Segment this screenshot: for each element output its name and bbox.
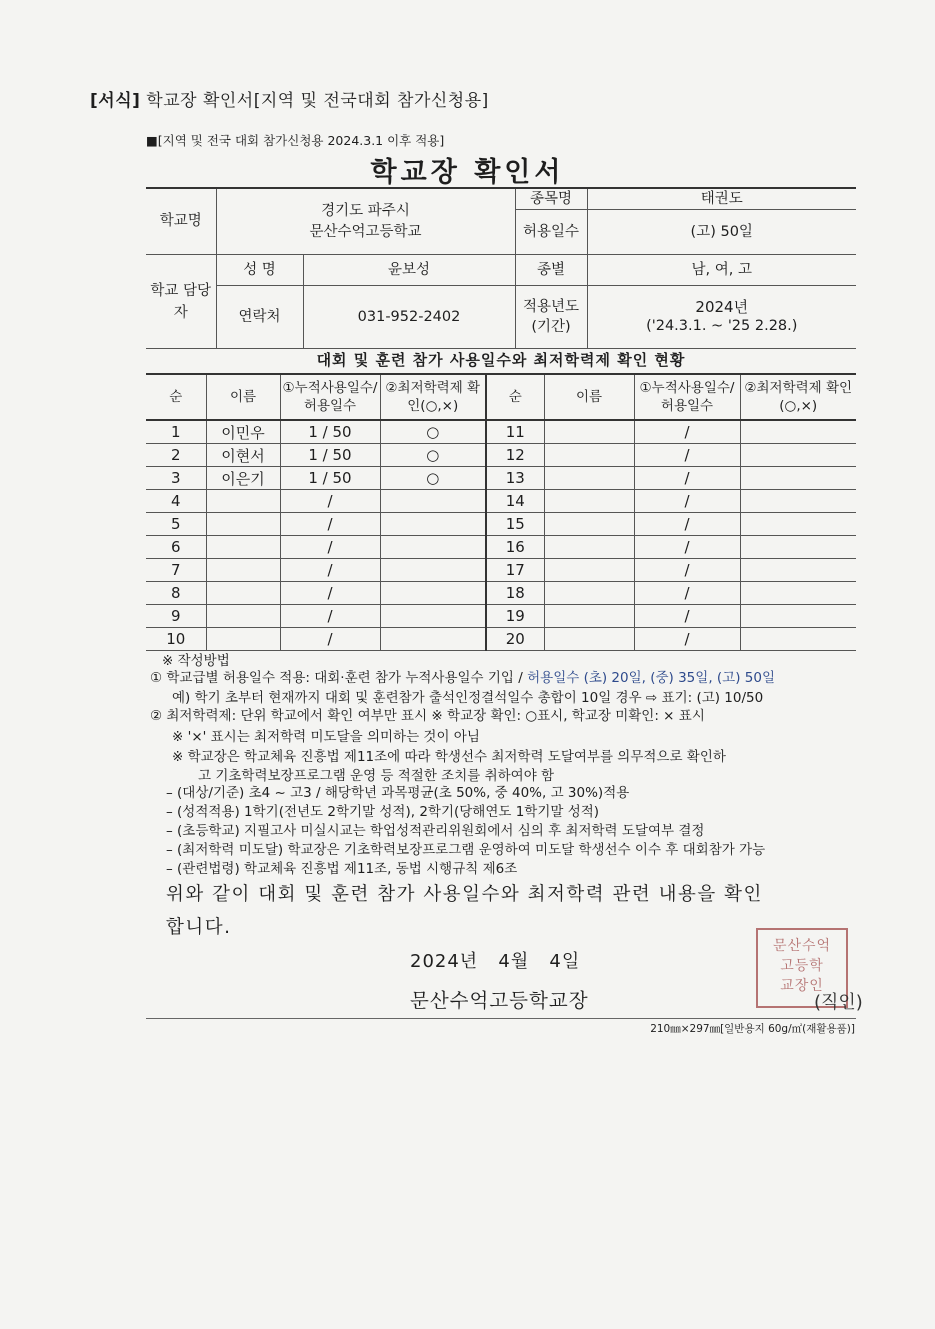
row-no-right: 15 xyxy=(486,513,544,536)
row-name xyxy=(206,536,280,559)
row-no-right: 13 xyxy=(486,467,544,490)
row-days-right: / xyxy=(634,467,740,490)
row-no: 8 xyxy=(146,582,206,605)
row-name-right xyxy=(544,536,634,559)
row-check xyxy=(380,582,486,605)
row-check-right xyxy=(740,420,856,444)
issue-date: 2024년 4월 4일 xyxy=(410,951,581,972)
detail-3: – (초등학교) 지필고사 미실시교는 학업성적관리위원회에서 심의 후 최저학력 도달여부 결정 xyxy=(166,823,705,839)
table-row xyxy=(146,467,856,490)
category-label: 종별 xyxy=(515,255,587,286)
period-value xyxy=(587,286,856,349)
school-name xyxy=(216,188,515,255)
row-name-right xyxy=(544,444,634,467)
roster-body xyxy=(146,420,856,651)
period-label: 적용년도 (기간) xyxy=(515,286,587,349)
row-check: ○ xyxy=(380,467,486,490)
row-name xyxy=(206,513,280,536)
event-value: 태권도 xyxy=(587,188,856,210)
category-value: 남, 여, 고 xyxy=(587,255,856,286)
note-1-example: 예) 학기 초부터 현재까지 대회 및 훈련참가 출석인정결석일수 총합이 10일 경우 ⇨ 표기: (고) 10/50 xyxy=(172,690,764,706)
roster-table xyxy=(146,373,856,651)
row-days-right: / xyxy=(634,536,740,559)
table-row xyxy=(146,536,856,559)
row-no-right: 19 xyxy=(486,605,544,628)
period-year: 2024년 xyxy=(695,298,749,316)
detail-5: – (관련법령) 학교체육 진흥법 제11조, 동법 시행규칙 제6조 xyxy=(166,861,518,877)
row-days: 1 / 50 xyxy=(280,467,380,490)
row-no: 6 xyxy=(146,536,206,559)
row-check: ○ xyxy=(380,444,486,467)
note-1-allowed-days: 허용일수 (초) 20일, (중) 35일, (고) 50일 xyxy=(527,670,775,686)
official-seal-stamp: 문산수억 고등학 교장인 xyxy=(756,928,848,1008)
row-days-right: / xyxy=(634,420,740,444)
table-row xyxy=(146,605,856,628)
row-no-right: 16 xyxy=(486,536,544,559)
allowed-days-label: 허용일수 xyxy=(515,210,587,255)
header-no-right: 순 xyxy=(486,374,544,420)
row-no: 9 xyxy=(146,605,206,628)
note-1-text: ① 학교급별 허용일수 적용: 대회·훈련 참가 누적사용일수 기입 / xyxy=(150,670,528,686)
confirmation-line1: 위와 같이 대회 및 훈련 참가 사용일수와 최저학력 관련 내용을 확인 xyxy=(166,884,763,905)
note-2-b1: ※ 학교장은 학교체육 진흥법 제11조에 따라 학생선수 최저학력 도달여부를 의무적으로 확인하 xyxy=(172,749,726,765)
row-no: 10 xyxy=(146,628,206,651)
contact-value: 031-952-2402 xyxy=(303,286,515,349)
row-days-right: / xyxy=(634,490,740,513)
name-value: 윤보성 xyxy=(303,255,515,286)
row-name xyxy=(206,559,280,582)
row-check: ○ xyxy=(380,420,486,444)
row-days: / xyxy=(280,513,380,536)
note-1 xyxy=(150,668,775,688)
row-name-right xyxy=(544,513,634,536)
row-no: 4 xyxy=(146,490,206,513)
row-days-right: / xyxy=(634,605,740,628)
detail-4: – (최저학력 미도달) 학교장은 기초학력보장프로그램 운영하여 미도달 학생선수 이수 후 대회참가 가능 xyxy=(166,842,766,858)
row-check-right xyxy=(740,536,856,559)
row-no-right: 12 xyxy=(486,444,544,467)
contact-label: 연락처 xyxy=(216,286,303,349)
row-days: / xyxy=(280,490,380,513)
row-check-right xyxy=(740,559,856,582)
principal-name: 문산수억고등학교장 xyxy=(410,989,589,1012)
confirmation-line2: 합니다. xyxy=(166,917,232,938)
row-check-right xyxy=(740,628,856,651)
detail-2: – (성적적용) 1학기(전년도 2학기말 성적), 2학기(당해연도 1학기말 성적) xyxy=(166,804,600,820)
header-academic: ②최저학력제 확인(○,×) xyxy=(380,374,486,420)
table-row xyxy=(146,444,856,467)
note-2: ② 최저학력제: 단위 학교에서 확인 여부만 표시 ※ 학교장 확인: ○표시, 학교장 미확인: × 표시 xyxy=(150,708,705,724)
row-name xyxy=(206,628,280,651)
notes-heading: ※ 작성방법 xyxy=(162,653,230,669)
row-name: 이민우 xyxy=(206,420,280,444)
row-days: / xyxy=(280,536,380,559)
header-days: ①누적사용일수/허용일수 xyxy=(280,374,380,420)
row-check-right xyxy=(740,490,856,513)
row-check xyxy=(380,605,486,628)
table-row xyxy=(146,513,856,536)
footer-divider xyxy=(146,1018,856,1019)
row-check xyxy=(380,513,486,536)
school-name-line1: 경기도 파주시 xyxy=(321,202,410,219)
row-name: 이은기 xyxy=(206,467,280,490)
row-name-right xyxy=(544,582,634,605)
row-check xyxy=(380,628,486,651)
paper-spec: 210㎜×297㎜[일반용지 60g/㎡(재활용품)] xyxy=(650,1023,855,1035)
note-2-b2: 고 기초학력보장프로그램 운영 등 적절한 조치를 취하여야 함 xyxy=(198,768,555,784)
row-check xyxy=(380,490,486,513)
row-days: / xyxy=(280,605,380,628)
name-label: 성 명 xyxy=(216,255,303,286)
row-days: / xyxy=(280,559,380,582)
row-days-right: / xyxy=(634,513,740,536)
manager-label: 학교 담당자 xyxy=(146,255,216,349)
row-name-right xyxy=(544,420,634,444)
form-tag: [서식] xyxy=(90,91,141,111)
period-range: ('24.3.1. ~ '25 2.28.) xyxy=(646,318,798,334)
table-row xyxy=(146,420,856,444)
seal-label: (직인) xyxy=(814,992,863,1013)
row-days-right: / xyxy=(634,559,740,582)
header-name-right: 이름 xyxy=(544,374,634,420)
row-name-right xyxy=(544,559,634,582)
row-no-right: 18 xyxy=(486,582,544,605)
row-check xyxy=(380,536,486,559)
row-name-right xyxy=(544,628,634,651)
sub-label: ■[지역 및 전국 대회 참가신청용 2024.3.1 이후 적용] xyxy=(146,133,445,148)
form-title: 학교장 확인서[지역 및 전국대회 참가신청용] xyxy=(146,91,489,111)
row-days-right: / xyxy=(634,628,740,651)
row-no: 2 xyxy=(146,444,206,467)
row-check xyxy=(380,559,486,582)
row-days: 1 / 50 xyxy=(280,420,380,444)
row-name-right xyxy=(544,467,634,490)
table-row xyxy=(146,628,856,651)
row-days: / xyxy=(280,582,380,605)
school-name-line2: 문산수억고등학교 xyxy=(309,223,422,240)
row-no: 1 xyxy=(146,420,206,444)
row-no: 7 xyxy=(146,559,206,582)
confirmation-text xyxy=(166,878,763,944)
table-row xyxy=(146,559,856,582)
header-days-right: ①누적사용일수/허용일수 xyxy=(634,374,740,420)
header-no: 순 xyxy=(146,374,206,420)
row-no: 5 xyxy=(146,513,206,536)
section-title: 대회 및 훈련 참가 사용일수와 최저학력제 확인 현황 xyxy=(316,351,686,369)
row-days: / xyxy=(280,628,380,651)
row-no: 3 xyxy=(146,467,206,490)
row-name-right xyxy=(544,490,634,513)
row-name xyxy=(206,490,280,513)
table-row xyxy=(146,490,856,513)
header-name: 이름 xyxy=(206,374,280,420)
row-check-right xyxy=(740,513,856,536)
detail-1: – (대상/기준) 초4 ~ 고3 / 해당학년 과목평균(초 50%, 중 40%, 고 30%)적용 xyxy=(166,785,630,801)
table-row xyxy=(146,582,856,605)
school-info-table xyxy=(146,187,856,349)
row-name xyxy=(206,582,280,605)
header-academic-right: ②최저학력제 확인(○,×) xyxy=(740,374,856,420)
row-check-right xyxy=(740,605,856,628)
row-no-right: 20 xyxy=(486,628,544,651)
note-2-a: ※ '×' 표시는 최저학력 미도달을 의미하는 것이 아님 xyxy=(172,729,480,745)
allowed-days-value: (고) 50일 xyxy=(587,210,856,255)
row-name-right xyxy=(544,605,634,628)
row-no-right: 14 xyxy=(486,490,544,513)
event-label: 종목명 xyxy=(515,188,587,210)
row-check-right xyxy=(740,582,856,605)
row-days-right: / xyxy=(634,582,740,605)
row-check-right xyxy=(740,444,856,467)
row-days: 1 / 50 xyxy=(280,444,380,467)
row-name xyxy=(206,605,280,628)
row-name: 이현서 xyxy=(206,444,280,467)
row-check-right xyxy=(740,467,856,490)
document-title: 학교장 확인서 xyxy=(370,157,565,188)
row-days-right: / xyxy=(634,444,740,467)
row-no-right: 11 xyxy=(486,420,544,444)
row-no-right: 17 xyxy=(486,559,544,582)
form-label xyxy=(90,86,489,111)
school-label: 학교명 xyxy=(146,188,216,255)
